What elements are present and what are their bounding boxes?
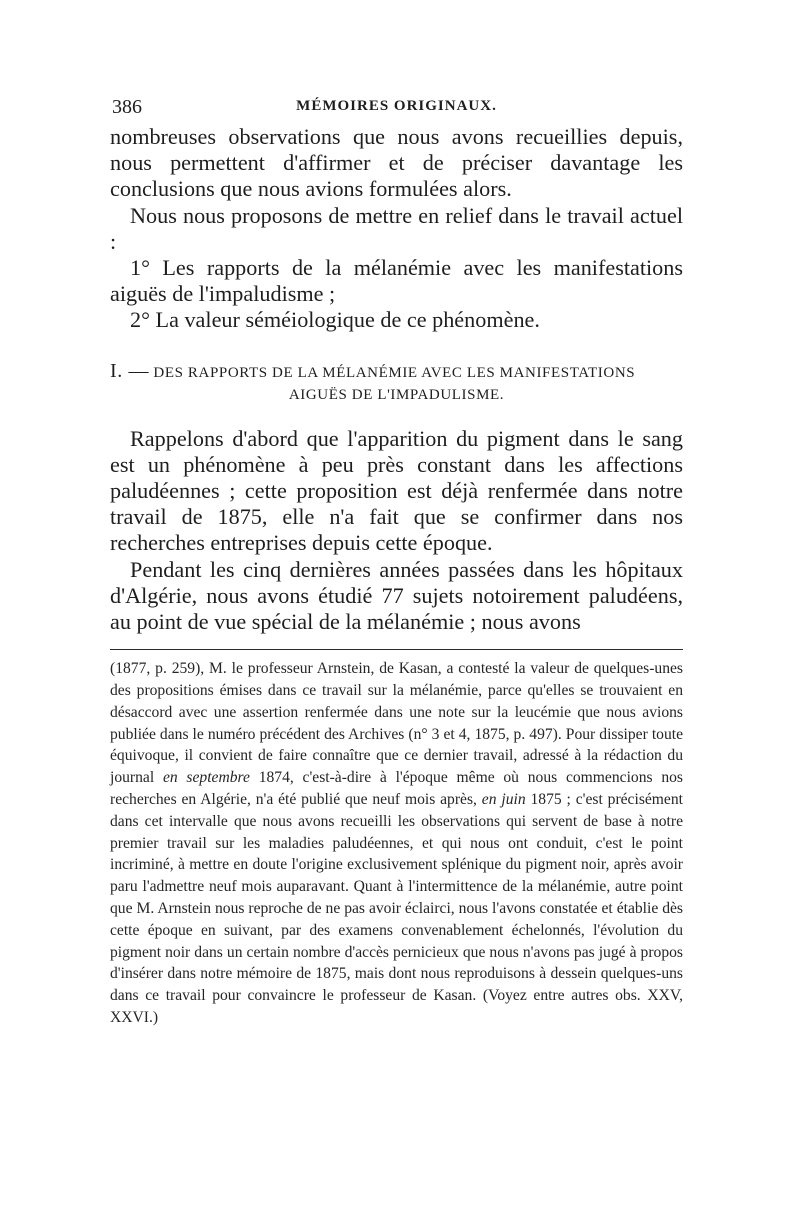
footnote <box>110 658 683 1029</box>
footnote-part-3: 1875 ; c'est précisément dans cet intervalle que nous avons recueilli les observations qui servent de base à notre premier travail sur les maladies paludéennes, et qui nous ont conduit, c'est le point incriminé, à mettre en doute l'origine exclusivement splénique du pigment noir, après avoir paru l'admettre neuf mois auparavant. Quant à l'intermittence de la mélanémie, autre point que M. Arnstein nous reproche de ne pas avoir éclairci, nous l'avons constatée et établie dès cette époque en suivant, par des examens convenablement échelonnés, l'évolution du pigment noir dans un certain nombre d'accès pernicieux que nous n'avons pas jugé à propos d'insérer dans notre mémoire de 1875, mais dont nous reproduisons à dessein quelques-uns dans ce travail pour convaincre le professeur de Kasan. (Voyez entre autres obs. XXV, XXVI.) <box>110 791 683 1026</box>
section-numeral: I. — <box>110 359 150 382</box>
section-text <box>110 426 683 636</box>
section-heading <box>110 360 683 406</box>
intro-text <box>110 124 683 334</box>
footnote-italic-2: en juin <box>481 791 526 809</box>
page-number: 386 <box>112 96 142 118</box>
section-heading-line-2: AIGUËS DE L'IMPADULISME. <box>288 386 505 403</box>
footnote-part-2: 1874, c'est-à-dire à l'époque même où nous commencions nos recherches en Algérie, n'a été publié que neuf mois après, <box>110 769 683 809</box>
list-item-2: 2° La valeur séméiologique de ce phénomène. <box>130 307 540 333</box>
list-item-1: 1° Les rapports de la mélanémie avec les manifestations aiguës de l'impaludisme ; <box>110 255 683 307</box>
running-head <box>110 96 683 124</box>
footnote-rule <box>110 649 683 650</box>
running-title: MÉMOIRES ORIGINAUX. <box>296 98 497 114</box>
page <box>110 96 683 1044</box>
section-paragraph-1: Rappelons d'abord que l'apparition du pigment dans le sang est un phénomène à peu près constant dans les affections paludéennes ; cette proposition est déjà renfermée dans notre travail de 1875, elle n'a fait que se confirmer dans nos recherches entreprises depuis cette époque. <box>110 425 683 556</box>
section-heading-text-1: DES RAPPORTS DE LA MÉLANÉMIE AVEC LES MANIFESTATIONS <box>153 364 636 381</box>
footnote-italic-1: en septembre <box>162 769 250 787</box>
intro-paragraph-1: nombreuses observations que nous avons recueillies depuis, nous permettent d'affirmer et de préciser davantage les conclusions que nous avions formulées alors. <box>110 124 683 202</box>
section-paragraph-2: Pendant les cinq dernières années passées dans les hôpitaux d'Algérie, nous avons étudié 77 sujets notoirement paludéens, au point de vue spécial de la mélanémie ; nous avons <box>110 556 683 635</box>
section-heading-line-1 <box>110 360 683 384</box>
footnote-part-1: (1877, p. 259), M. le professeur Arnstein, de Kasan, a contesté la valeur de quelques-unes des propositions émises dans ce travail sur la mélanémie, parce qu'elles se trouvaient en désaccord avec une assertion renfermée dans une note sur la leucémie que nous avions publiée dans le numéro précédent des Archives (n° 3 et 4, 1875, p. 497). Pour dissiper toute équivoque, il convient de faire connaître que ce dernier travail, adressé à la rédaction du journal <box>110 660 683 787</box>
intro-paragraph-2: Nous nous proposons de mettre en relief dans le travail actuel : <box>110 202 683 254</box>
